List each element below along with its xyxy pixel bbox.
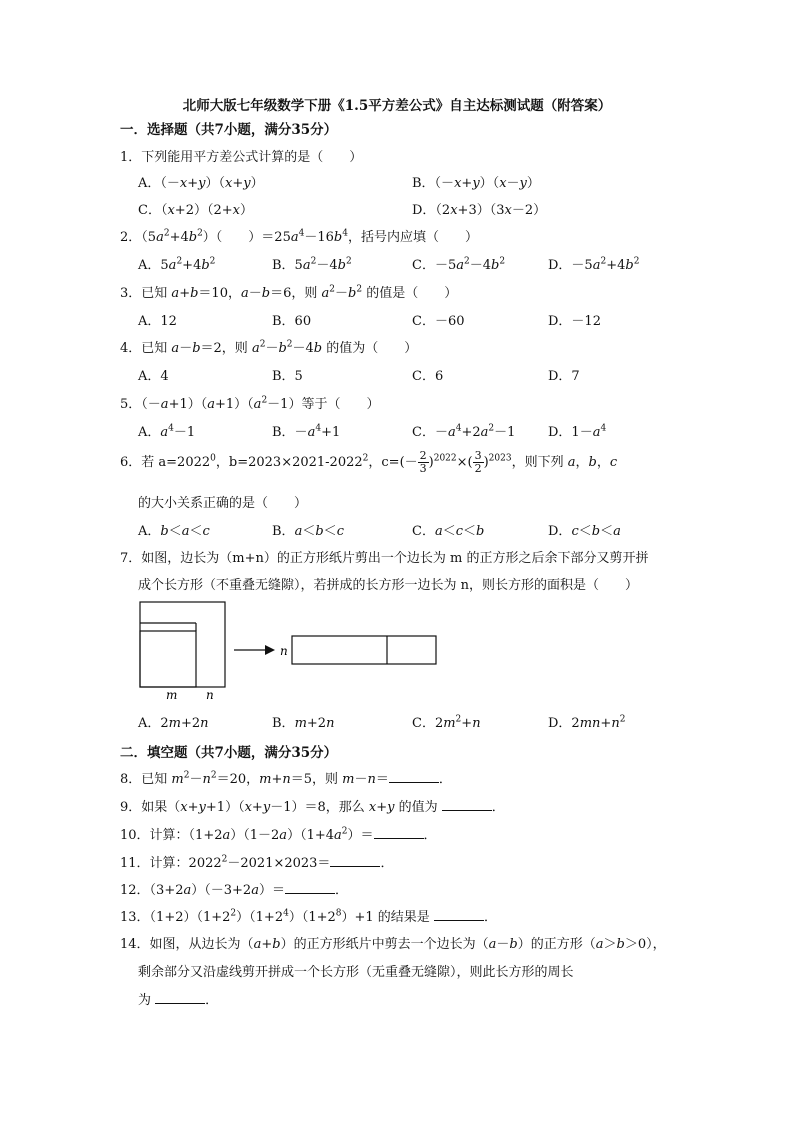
question-10: 10．计算：$(1+2a)(1-2a)(1+4a^2)=$ ． bbox=[120, 826, 437, 843]
q5-option-a: A．$a^4-1$ bbox=[138, 423, 196, 440]
label-n-bottom: n bbox=[206, 688, 214, 702]
question-8: 8．已知 $m^2-n^2=20$，m+n＝5，则 m－n＝ ． bbox=[120, 770, 452, 787]
q4-option-d: D．7 bbox=[548, 369, 580, 384]
question-number: 14． bbox=[120, 937, 150, 952]
q2-option-c: C．$-5a^2-4b^2$ bbox=[412, 256, 506, 273]
q2-option-a: A．$5a^2+4b^2$ bbox=[138, 256, 216, 273]
q7-option-a: A．2m+2n bbox=[138, 716, 209, 731]
q2-option-b: B．$5a^2-4b^2$ bbox=[272, 256, 352, 273]
question-3: 3．已知 a+b＝10，a－b＝6，则 $a^2-b^2$ 的值是（ ） bbox=[120, 284, 458, 301]
q4-option-c: C．6 bbox=[412, 369, 444, 384]
answer-blank[interactable] bbox=[155, 991, 205, 1004]
question-text: 下列能用平方差公式计算的是（ ） bbox=[141, 150, 363, 165]
question-text: 如图，边长为（m+n）的正方形纸片剪出一个边长为 m 的正方形之后余下部分又剪开拼 bbox=[141, 551, 649, 566]
q5-option-b: B．$-a^4+1$ bbox=[272, 423, 341, 440]
result-rectangle bbox=[292, 636, 436, 664]
q6-option-d: D．c＜b＜a bbox=[548, 524, 621, 539]
question-number: 11． bbox=[120, 856, 150, 871]
label-n-side: n bbox=[280, 644, 288, 658]
q1-option-a: A．（－x+y）（x+y） bbox=[138, 176, 264, 191]
label-m: m bbox=[166, 688, 178, 702]
q3-option-d: D．－12 bbox=[548, 314, 601, 329]
answer-blank[interactable] bbox=[330, 854, 380, 867]
question-number: 4． bbox=[120, 341, 142, 356]
question-number: 1． bbox=[120, 150, 142, 165]
q4-option-a: A．4 bbox=[138, 369, 169, 384]
q6-option-a: A．b＜a＜c bbox=[138, 524, 210, 539]
question-number: 13． bbox=[120, 910, 150, 925]
question-14-continuation: 剩余部分又沿虚线剪开拼成一个长方形（无重叠无缝隙），则此长方形的周长 bbox=[138, 965, 574, 980]
q7-option-d: D．$2mn+n^2$ bbox=[548, 714, 626, 731]
question-7-continuation: 成个长方形（不重叠无缝隙），若拼成的长方形一边长为 n，则长方形的面积是（ ） bbox=[138, 578, 639, 593]
page-title: 北师大版七年级数学下册《1.5平方差公式》自主达标测试题（附答案） bbox=[182, 98, 612, 114]
question-5: 5．$(-a+1)(a+1)(a^2-1)$等于（ ） bbox=[120, 395, 380, 412]
question-7 bbox=[120, 547, 648, 566]
question-14: 14．如图，从边长为（a+b）的正方形纸片中剪去一个边长为（a－b）的正方形（a＞b＞0）， bbox=[120, 937, 666, 952]
question-1 bbox=[120, 146, 362, 165]
answer-blank[interactable] bbox=[442, 798, 492, 811]
question-number: 10． bbox=[120, 828, 150, 843]
question-number: 2． bbox=[120, 230, 142, 245]
question-9: 9．如果（x+y+1）（x+y－1）＝8，那么 x+y 的值为 ． bbox=[120, 800, 505, 815]
q1-option-d: D．（2x+3）（3x－2） bbox=[412, 203, 547, 218]
question-6: 6．若 $a=2022^0$，$b=2023\times 2021-2022^2$，c=(－ $\frac{2}{3}$ )$^{2022}$×( $\frac{3}{2}$ )$^{2023}$，则下列 a，b，c bbox=[120, 449, 618, 475]
q7-option-c: C．$2m^2+n$ bbox=[412, 714, 481, 731]
question-number: 7． bbox=[120, 551, 142, 566]
q6-option-b: B．a＜b＜c bbox=[272, 524, 344, 539]
question-12: 12．（3+2a）（－3+2a）＝ ． bbox=[120, 883, 348, 898]
section-fill-heading: 二．填空题（共7小题，满分35分） bbox=[120, 745, 338, 761]
question-4: 4．已知 a－b＝2，则 $a^2-b^2-4b$ 的值为（ ） bbox=[120, 339, 418, 356]
q3-option-c: C．－60 bbox=[412, 314, 465, 329]
question-number: 3． bbox=[120, 286, 142, 301]
q6-option-c: C．a＜c＜b bbox=[412, 524, 485, 539]
question-number: 9． bbox=[120, 800, 142, 815]
q7-option-b: B．m+2n bbox=[272, 716, 335, 731]
question-6-continuation: 的大小关系正确的是（ ） bbox=[138, 496, 308, 511]
q7-figure bbox=[130, 598, 450, 702]
section-choice-heading: 一．选择题（共7小题，满分35分） bbox=[120, 122, 338, 138]
q3-option-b: B．60 bbox=[272, 314, 312, 329]
q5-option-c: C．$-a^4+2a^2-1$ bbox=[412, 423, 516, 440]
q1-option-b: B．（－x+y）（x－y） bbox=[412, 176, 540, 191]
question-11: 11．计算：$2022^2-2021\times 2023=$ ． bbox=[120, 854, 394, 871]
question-14-continuation-2: 为 ． bbox=[138, 993, 219, 1008]
q3-option-a: A．12 bbox=[138, 314, 177, 329]
answer-blank[interactable] bbox=[374, 826, 424, 839]
arrow-head-icon bbox=[265, 645, 275, 655]
question-number: 6． bbox=[120, 455, 142, 470]
q1-option-c: C．（x+2）（2+x） bbox=[138, 203, 253, 218]
question-number: 8． bbox=[120, 772, 142, 787]
q2-option-d: D．$-5a^2+4b^2$ bbox=[548, 256, 640, 273]
question-number: 12． bbox=[120, 883, 150, 898]
outer-square bbox=[140, 602, 225, 687]
question-13: 13．$(1+2)(1+2^2)(1+2^4)(1+2^8)+1$ 的结果是 ． bbox=[120, 908, 497, 925]
question-2: 2．$(5a^2+4b^2)$（ ）$=25a^4-16b^4$，括号内应填（ ） bbox=[120, 228, 478, 245]
answer-blank[interactable] bbox=[389, 770, 439, 783]
answer-blank[interactable] bbox=[434, 908, 484, 921]
q5-option-d: D．$1-a^4$ bbox=[548, 423, 607, 440]
answer-blank[interactable] bbox=[285, 881, 335, 894]
inner-square bbox=[140, 631, 196, 687]
question-number: 5． bbox=[120, 397, 142, 412]
q4-option-b: B．5 bbox=[272, 369, 303, 384]
